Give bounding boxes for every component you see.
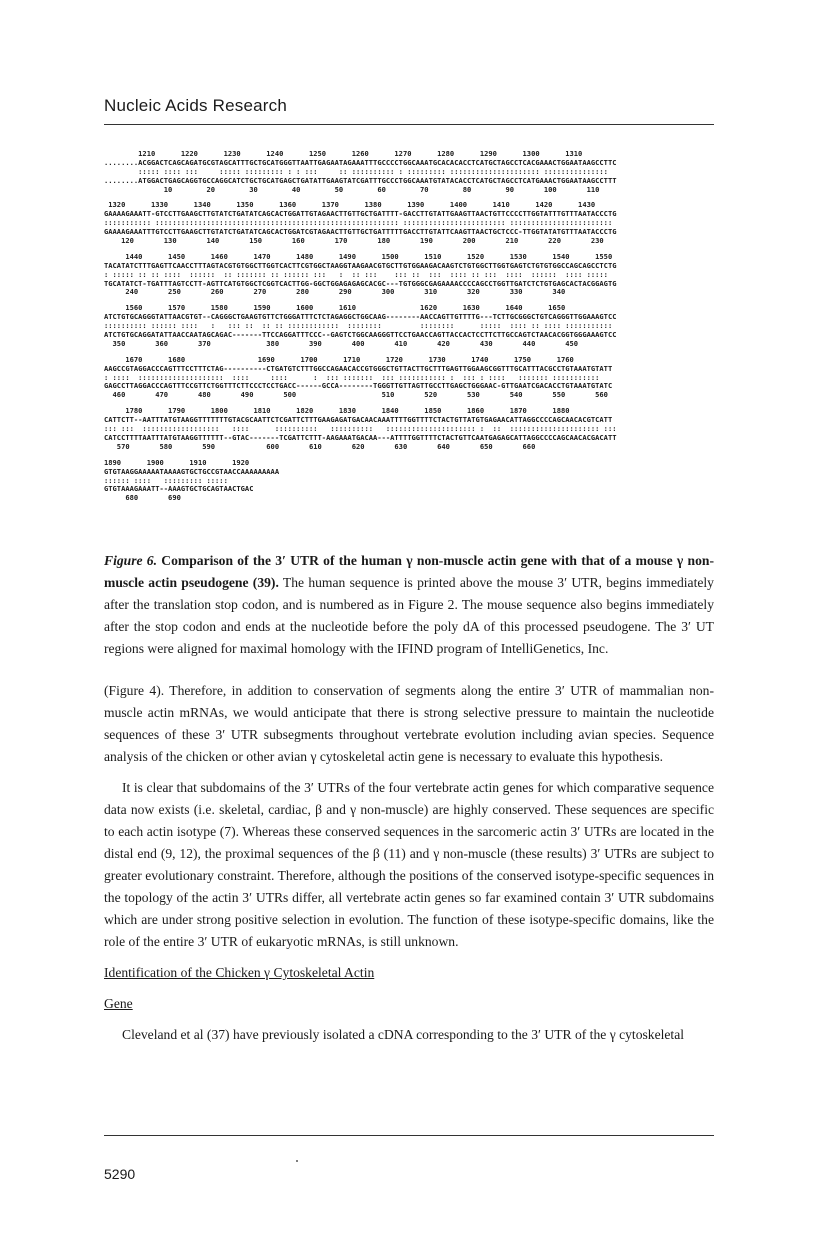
footer-rule bbox=[104, 1135, 714, 1136]
human-sequence: ........ACGGACTCAGCAGATGCGTAGCATTTGCTGCATGGGTTAATTGAGAATAGAAATTTGCCCCTGGCAAATGCACACACCTCATGCTAGCCTCACGAAACTGGAATAAGCCTTC bbox=[104, 157, 617, 167]
human-sequence: CATTCTT--AATTTATGTAAGGTTTTTTTGTACGCAATTCTCGATTCTTTGAAGAGATGACAACAAATTTTGGTTTTCTACTGTTATGTGAGAACATTAGGCCCCAGCAACACGTCATT bbox=[104, 415, 613, 425]
human-sequence: GTGTAAGGAAAAATAAAAGTGCTGCCGTAACCAAAAAAAAA bbox=[104, 466, 280, 476]
human-numbering: 1780 1790 1800 1810 1820 1830 1840 1850 1860 1870 1880 bbox=[104, 406, 570, 416]
match-markers: ::: ::: :::::::::::::::::: :::: :::::::::: :::::::::: ::::::::::::::::::::: : :: ::::::::::::::::::::: ::: bbox=[104, 424, 617, 434]
mouse-sequence: CATCCTTTTAATTTATGTAAGGTTTTTT--GTAC-------TCGATTCTTT-AAGAAATGACAA---ATTTTGGTTTTCTACTGTTCAATGAGAGCATTAGGCCCCAGCAACACGACATT bbox=[104, 432, 617, 442]
human-numbering: 1210 1220 1230 1240 1250 1260 1270 1280 1290 1300 1310 bbox=[104, 150, 583, 158]
alignment-block bbox=[104, 201, 716, 245]
alignment-block bbox=[104, 304, 716, 348]
human-numbering: 1670 1680 1690 1700 1710 1720 1730 1740 1750 1760 bbox=[104, 354, 574, 364]
match-markers: :::::: :::: ::::::::: ::::: bbox=[104, 475, 228, 485]
alignment-block bbox=[104, 407, 716, 451]
mouse-numbering: 240 250 260 270 280 290 300 310 320 330 340 bbox=[104, 287, 566, 297]
paragraph-2: It is clear that subdomains of the 3′ UTRs of the four vertebrate actin genes for which comparative sequence data now exists (i.e. skeletal, cardiac, β and γ non-muscle) are highly conserved. These sequences are specific to each actin isotype (7). Whereas these conserved sequences in the sarcomeric actin 3′ UTRs are located in the distal end (9, 12), the proximal sequences of the β (11) and γ non-muscle (these results) 3′ UTRs are subject to greater evolutionary constraint. Therefore, although the positions of the conserved isotype-specific sequences in the topology of the actin 3′ UTRs differ, all vertebrate actin genes so far examined contain 3′ UTR subdomains which are under strong positive selection in evolution. The function of these isotype-specific domains, like the role of the entire 3′ UTR of eukaryotic mRNAs, is still unknown. bbox=[104, 780, 714, 949]
mouse-numbering: 570 580 590 600 610 620 630 640 650 660 bbox=[104, 441, 536, 451]
mouse-numbering: 10 20 30 40 50 60 70 80 90 100 110 bbox=[104, 184, 600, 194]
match-markers: ::::::::::: ::::::::::::::::::::::::::::::::::::::::::::::::::::::::: :::::::::::::::::::::::: :::::::::::::::::::::::: bbox=[104, 218, 613, 228]
figure-caption bbox=[104, 550, 714, 660]
match-markers: ::::: :::: ::: ::::: ::::::::: : : ::: :: :::::::::: : ::::::::: ::::::::::::::::::::: ::::::::::::::: bbox=[104, 166, 608, 176]
page-number: 5290 bbox=[104, 1166, 136, 1182]
figure-caption-text: The human sequence is printed above the mouse 3′ UTR, begins immediately after the translation stop codon, and is numbered as in Figure 2. The mouse sequence also begins immediately after the stop codon and ends at the nucleotide before the poly dA of this processed pseudogene. The 3′ UT regions were aligned for maximal homology with the IFIND program of IntelliGenetics, Inc. bbox=[104, 575, 714, 656]
mouse-sequence: GTGTAAAGAAATT--AAAGTGCTGCAGTAACTGAC bbox=[104, 484, 254, 494]
human-numbering: 1440 1450 1460 1470 1480 1490 1500 1510 1520 1530 1540 1550 bbox=[104, 251, 613, 261]
body-text bbox=[104, 680, 714, 1055]
mouse-sequence: GAAAAGAAATTTGTCCTTGAAGCTTGTATCTGATATCAGCACTGGATCGTAGAACTTGTTGCTGATTTTTGACCTTGTATTCAAGTTAACTGCTCCC-TTGGTATATGTTTAATACCCTG bbox=[104, 227, 617, 237]
human-numbering: 1560 1570 1580 1590 1600 1610 1620 1630 1640 1650 bbox=[104, 303, 566, 313]
mouse-sequence: GAGCCTTAGGACCCAGTTTCCGTTCTGGTTTCTTCCCTCCTGACC------GCCA--------TGGGTTGTTAGTTGCCTTGAGCTGGGAAC-GTTGAATCGACACCTGTAAATGTATC bbox=[104, 381, 613, 391]
human-sequence: GAAAAGAAATT-GTCCTTGAAGCTTGTATCTGATATCAGCACTGGATTGTAGAACTTGTTGCTGATTTT-GACCTTGTATTGAAGTTAACTGTTCCCCTTGGTATTTGTTTAATACCCTG bbox=[104, 209, 617, 219]
sequence-alignment-figure bbox=[104, 150, 716, 510]
section-heading-line-2: Gene bbox=[104, 996, 133, 1011]
human-numbering: 1320 1330 1340 1350 1360 1370 1380 1390 1400 1410 1420 1430 bbox=[104, 200, 596, 210]
figure-title: Comparison of the 3′ UTR of the human γ non-muscle actin gene with that of a mouse γ non-muscle actin pseudogene (39). bbox=[104, 553, 714, 590]
paragraph-1: (Figure 4). Therefore, in addition to conservation of segments along the entire 3′ UTR of mammalian non-muscle actin mRNAs, we would anticipate that there is strong selective pressure to maintain the nucleotide sequences of these 3′ UTR subsegments throughout vertebrate evolution including avian species. Sequence analysis of the chicken or other avian γ cytoskeletal actin gene is necessary to evaluate this hypothesis. bbox=[104, 683, 714, 764]
human-numbering: 1890 1900 1910 1920 bbox=[104, 457, 250, 467]
header-rule bbox=[104, 124, 714, 125]
match-markers: : :::: :::::::::::::::::::: :::: :::: : ::: ::::::: ::: ::::::::::: : ::: : :::: ::::::: ::::::::::: bbox=[104, 372, 600, 382]
paragraph-3: Cleveland et al (37) have previously isolated a cDNA corresponding to the 3′ UTR of the γ cytoskeletal bbox=[122, 1027, 685, 1042]
mouse-sequence: ATCTGTGCAGGATATTAACCAATAGCAGAC-------TTCCAGGATTTCCC--GAGTCTGGCAAGGGTTCCTGAACCAGTTACCACTCCTTCTTGCCAGTCTAACACGGTGGGAAAGTCC bbox=[104, 330, 617, 340]
alignment-block bbox=[104, 459, 716, 503]
mouse-sequence: ........ATGGACTGAGCAGGTGCCAGGCATCTGCTGCATGAGCTGATATTGAAGTATCGATTTGCCCTGGCAAATGTATACACCTCATGCTAGCCTCATGAAACTGGAATAAGCCTTT bbox=[104, 175, 617, 185]
figure-label: Figure 6. bbox=[104, 553, 157, 568]
alignment-block bbox=[104, 253, 716, 297]
alignment-block bbox=[104, 150, 716, 194]
mouse-numbering: 350 360 370 380 390 400 410 420 430 440 450 bbox=[104, 338, 579, 348]
match-markers: : ::::: :: :: :::: :::::: :: ::::::: :: :::::: ::: : :: ::: ::: :: ::: :::: :: ::: :::: :::::: :::: ::::: bbox=[104, 269, 608, 279]
journal-header: Nucleic Acids Research bbox=[104, 96, 287, 115]
scan-speck bbox=[296, 1160, 298, 1162]
match-markers: :::::::::: :::::: :::: : ::: :: :: :: :::::::::::: :::::::: :::::::: ::::: :::: :: :::: ::::::::::: bbox=[104, 321, 613, 331]
mouse-sequence: TGCATATCT-TGATTTAGTCCTT-AGTTCATGTGGCTCGGTCACTTGG-GGCTGGAGAGAGCACGC---TGTGGGCGAGAAAACCCCAGCCTGGTTGATCTCTGTGAGCACTACGGAGTG bbox=[104, 278, 617, 288]
alignment-block bbox=[104, 356, 716, 400]
mouse-numbering: 460 470 480 490 500 510 520 530 540 550 560 bbox=[104, 390, 608, 400]
section-heading-line-1: Identification of the Chicken γ Cytoskeletal Actin bbox=[104, 965, 375, 980]
human-sequence: TACATATCTTTGAGTTCAACCTTTAGTACGTGTGGCTTGGTCACTTCGTGGCTAAGGTAAGAACGTGCTTGTGGAAGACAAGTCTGTGGCTTGGTGAGTCTGTGTGGCCAGCAGCCTCTG bbox=[104, 260, 617, 270]
mouse-numbering: 680 690 bbox=[104, 493, 181, 503]
mouse-numbering: 120 130 140 150 160 170 180 190 200 210 220 230 bbox=[104, 236, 604, 246]
human-sequence: AAGCCGTAGGACCCAGTTTCCTTTCTAG----------CTGATGTCTTTGGCCAGAACACCGTGGGCTGTTACTTGCTTTGAGTTGGAAGCGGTTTGCATTTACGCCTGTAAATGTATT bbox=[104, 363, 613, 373]
human-sequence: ATCTGTGCAGGGTATTAACGTGT--CAGGGCTGAAGTGTTCTGGGATTTCTCTAGAGGCTGGCAAG--------AACCAGTTGTTTTG---TCTTGCGGGCTGTCAGGGTTGGAAAGTCC bbox=[104, 312, 617, 322]
